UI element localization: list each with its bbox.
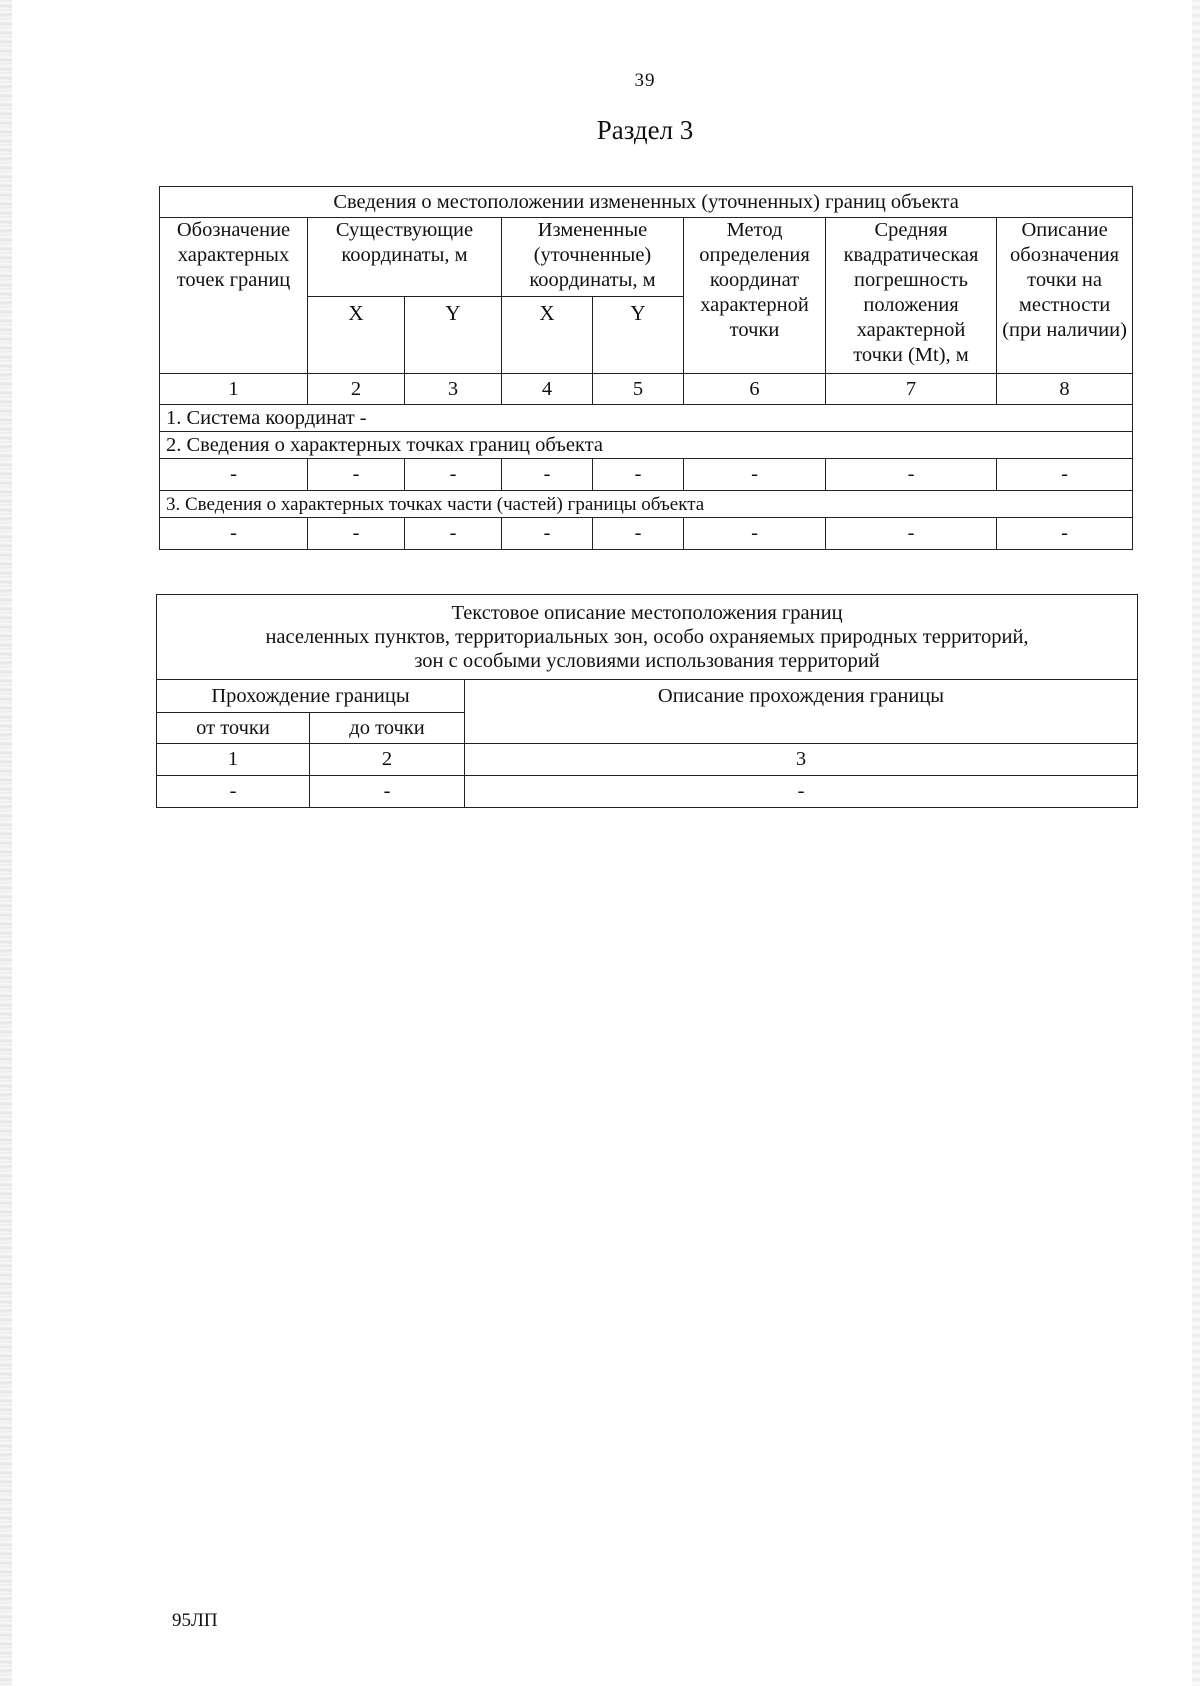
table-cell: -	[405, 459, 502, 491]
table-cell: -	[405, 518, 502, 550]
table-cell: -	[160, 459, 308, 491]
column-number: 1	[160, 374, 308, 405]
table-cell: -	[308, 459, 405, 491]
column-number: 3	[465, 744, 1138, 776]
table-cell: -	[826, 518, 997, 550]
header-existing-x: X	[308, 297, 405, 374]
table-cell: -	[997, 518, 1133, 550]
table-cell: -	[826, 459, 997, 491]
header-changed-coordinates: Измененные (уточненные) координаты, м	[502, 218, 684, 297]
document-code: 95ЛП	[172, 1610, 218, 1631]
table-cell: -	[308, 518, 405, 550]
column-number: 2	[310, 744, 465, 776]
header-existing-coordinates: Существующие координаты, м	[308, 218, 502, 297]
header-to-point: до точки	[310, 713, 465, 744]
scan-edge-right	[1192, 0, 1200, 1686]
column-number: 3	[405, 374, 502, 405]
table-cell: -	[157, 776, 310, 808]
column-number: 6	[684, 374, 826, 405]
section-title: Раздел 3	[596, 115, 694, 145]
header-method: Метод определения координат характерной точки	[684, 218, 826, 374]
table2-title-line: Текстовое описание местоположения границ	[451, 602, 843, 624]
column-number: 7	[826, 374, 997, 405]
header-mean-error: Средняя квадратическая погрешность положения характерной точки (Mt), м	[826, 218, 997, 374]
table-cell: -	[160, 518, 308, 550]
table2-title-line: зон с особыми условиями использования территорий	[414, 650, 880, 672]
header-boundary-passage: Прохождение границы	[157, 680, 465, 713]
header-existing-y: Y	[405, 297, 502, 374]
column-number: 2	[308, 374, 405, 405]
page-number: 39	[634, 70, 656, 91]
section-part-points: 3. Сведения о характерных точках части (частей) границы объекта	[160, 491, 1133, 518]
section-object-points: 2. Сведения о характерных точках границ объекта	[160, 432, 1133, 459]
column-number: 8	[997, 374, 1133, 405]
table2-title	[157, 595, 1138, 680]
header-from-point: от точки	[157, 713, 310, 744]
section-coordinate-system: 1. Система координат -	[160, 405, 1133, 432]
header-point-description: Описание обозначения точки на местности (при наличии)	[997, 218, 1133, 374]
column-number: 4	[502, 374, 593, 405]
header-changed-x: X	[502, 297, 593, 374]
boundary-coordinates-table	[159, 186, 1133, 550]
table2-title-line: населенных пунктов, территориальных зон, особо охраняемых природных территорий,	[265, 626, 1029, 648]
table-cell: -	[502, 518, 593, 550]
scan-edge-left	[0, 0, 12, 1686]
table-cell: -	[593, 518, 684, 550]
table-cell: -	[593, 459, 684, 491]
table-cell: -	[684, 518, 826, 550]
table-cell: -	[465, 776, 1138, 808]
column-number: 1	[157, 744, 310, 776]
table-cell: -	[997, 459, 1133, 491]
header-changed-y: Y	[593, 297, 684, 374]
header-point-designation: Обозначение характерных точек границ	[160, 218, 308, 374]
header-boundary-description: Описание прохождения границы	[465, 680, 1138, 744]
table-cell: -	[684, 459, 826, 491]
column-number: 5	[593, 374, 684, 405]
table-cell: -	[502, 459, 593, 491]
boundary-description-table	[156, 594, 1138, 808]
table-cell: -	[310, 776, 465, 808]
table1-title: Сведения о местоположении измененных (уточненных) границ объекта	[160, 187, 1133, 218]
